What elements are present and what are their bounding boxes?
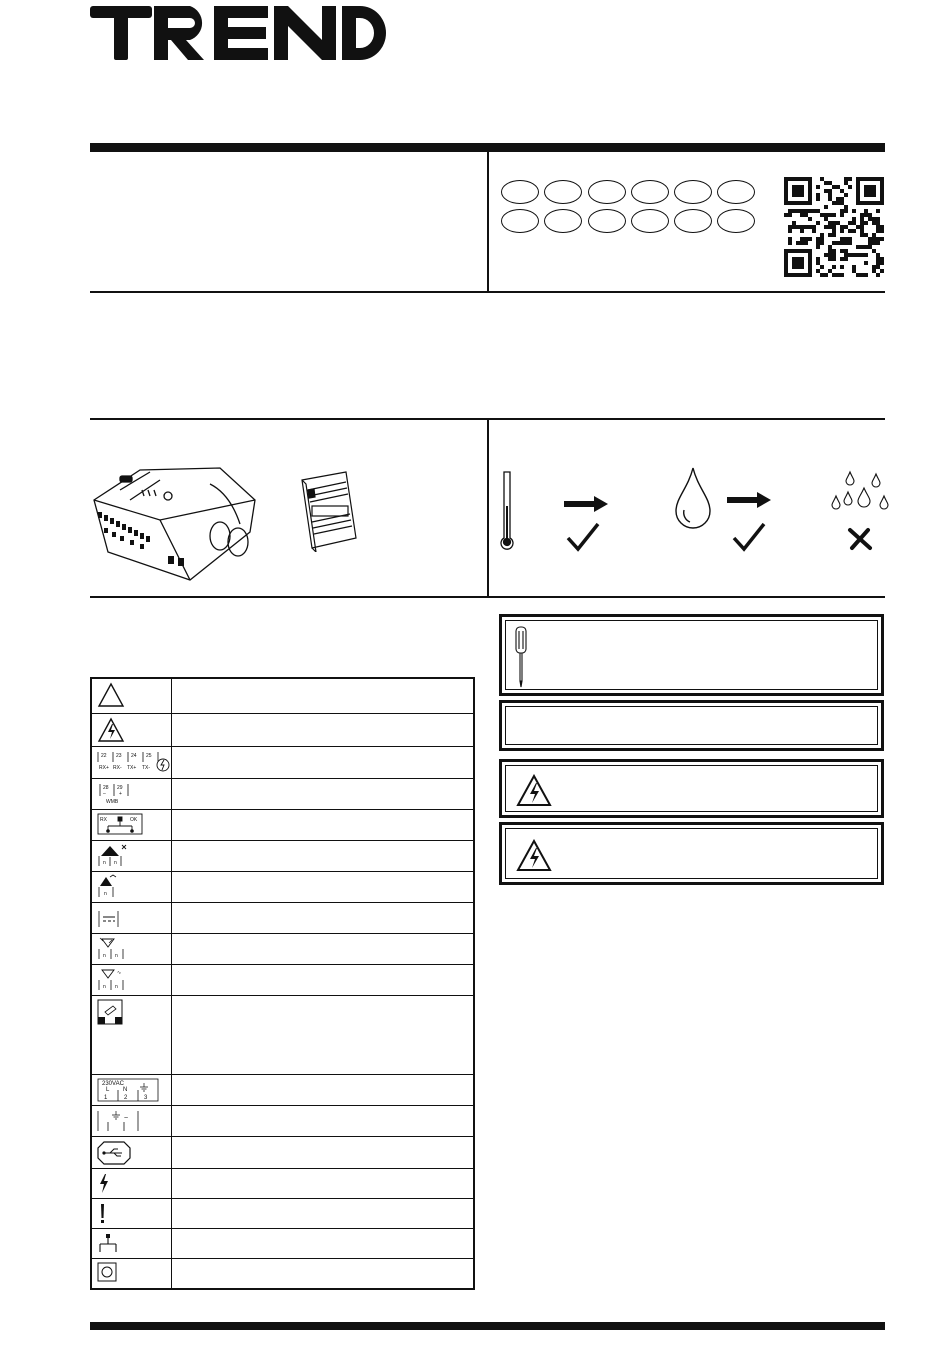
language-pill[interactable] [588,180,626,204]
ac-supply-terminal-icon [92,1106,172,1136]
legend-row [92,747,473,779]
legend-row [92,1075,473,1106]
legend-row [92,1169,473,1199]
language-pill[interactable] [501,180,539,204]
qr-code-graphic [784,177,884,277]
screwdriver-icon [512,625,530,689]
led-label: RX [100,817,107,823]
terminal-label: TX+ [127,765,137,771]
legend-row [92,714,473,747]
trend-logo [90,6,386,62]
terminal-rx-tx-icon [92,747,172,778]
terminal-label: RX+ [99,765,109,771]
terminal-label: 2 [124,1095,128,1101]
legend-row [92,1229,473,1259]
terminal-wmb-icon [92,779,172,809]
warning-note-electric [499,759,884,818]
svg-text:n: n [104,891,107,897]
warning-note-electric [499,822,884,885]
button-icon [92,1259,172,1288]
led-label: OK [130,817,138,823]
thermometer-icon [499,470,515,550]
mains-terminal-icon [92,1075,172,1105]
legend-row [92,841,473,872]
terminal-label: 23 [116,753,122,759]
output-override-icon [92,965,172,995]
legend-row [92,1259,473,1288]
svg-text:+: + [119,791,122,797]
arrow-right-icon [564,496,608,512]
terminal-label: 3 [144,1095,148,1101]
terminal-label: RX- [113,765,122,771]
legend-row [92,810,473,841]
terminal-label: 24 [131,753,137,759]
lightning-icon [92,1169,172,1198]
legend-row [92,872,473,903]
rain-drops-icon [830,470,890,520]
legend-row [92,934,473,965]
terminal-label: 22 [101,753,107,759]
language-pill[interactable] [717,180,755,204]
network-port-icon [92,996,172,1074]
legend-row [92,1199,473,1229]
qr-code[interactable] [784,177,884,277]
terminal-label: 28 [103,785,109,791]
svg-text:n: n [115,984,118,990]
alarm-service-icon [92,841,172,871]
footer-rule [90,1322,885,1330]
svg-text:n: n [115,953,118,959]
check-icon [566,522,600,552]
trend-logo-graphic [90,6,386,62]
language-pill[interactable] [674,180,712,204]
cross-icon [846,526,874,552]
controller-device-image [90,460,260,585]
instruction-leaflet-image [298,470,360,552]
section-rule [90,291,885,293]
terminal-label: TX- [142,765,151,771]
output-icon [92,934,172,964]
electric-hazard-icon [92,714,172,746]
arrow-right-icon [727,492,771,508]
legend-row [92,679,473,714]
svg-text:n: n [103,984,106,990]
terminal-label: 25 [146,753,152,759]
electric-hazard-icon [516,839,552,873]
terminal-label: L [106,1087,110,1093]
legend-row [92,1137,473,1169]
rx-ok-led-icon [92,810,172,840]
svg-text:n: n [103,953,106,959]
legend-row [92,965,473,996]
svg-text:n: n [114,860,117,866]
svg-text:–: – [103,791,106,797]
symbol-legend-table [90,677,475,1290]
terminal-label: 230VAC [102,1081,124,1087]
dc-supply-icon [92,903,172,933]
language-pill[interactable] [544,209,582,233]
svg-text:∿: ∿ [117,970,122,976]
alarm-icon [92,872,172,902]
legend-row [92,996,473,1075]
legend-row [92,903,473,934]
terminal-label: 29 [117,785,123,791]
language-pill[interactable] [544,180,582,204]
language-pill[interactable] [631,209,669,233]
usb-icon [92,1137,172,1168]
language-pill[interactable] [501,209,539,233]
legend-row [92,779,473,810]
header-divider [487,152,489,292]
info-note [499,700,884,751]
language-pill[interactable] [674,209,712,233]
svg-text:~: ~ [124,1115,129,1122]
language-pill[interactable] [588,209,626,233]
water-drop-icon [674,466,712,530]
terminal-label: N [123,1087,128,1093]
svg-text:n: n [103,860,106,866]
legend-row [92,1106,473,1137]
section-rule [90,596,885,598]
section-divider [487,420,489,597]
electric-hazard-icon [516,774,552,808]
exclamation-icon [92,1199,172,1228]
language-pill[interactable] [717,209,755,233]
terminal-label: 1 [104,1095,108,1101]
caution-note-tools [499,614,884,696]
warning-triangle-icon [92,679,172,713]
language-pill[interactable] [631,180,669,204]
header-rule [90,143,885,152]
network-node-icon [92,1229,172,1258]
terminal-label: WMB [106,799,119,805]
check-icon [732,522,766,552]
